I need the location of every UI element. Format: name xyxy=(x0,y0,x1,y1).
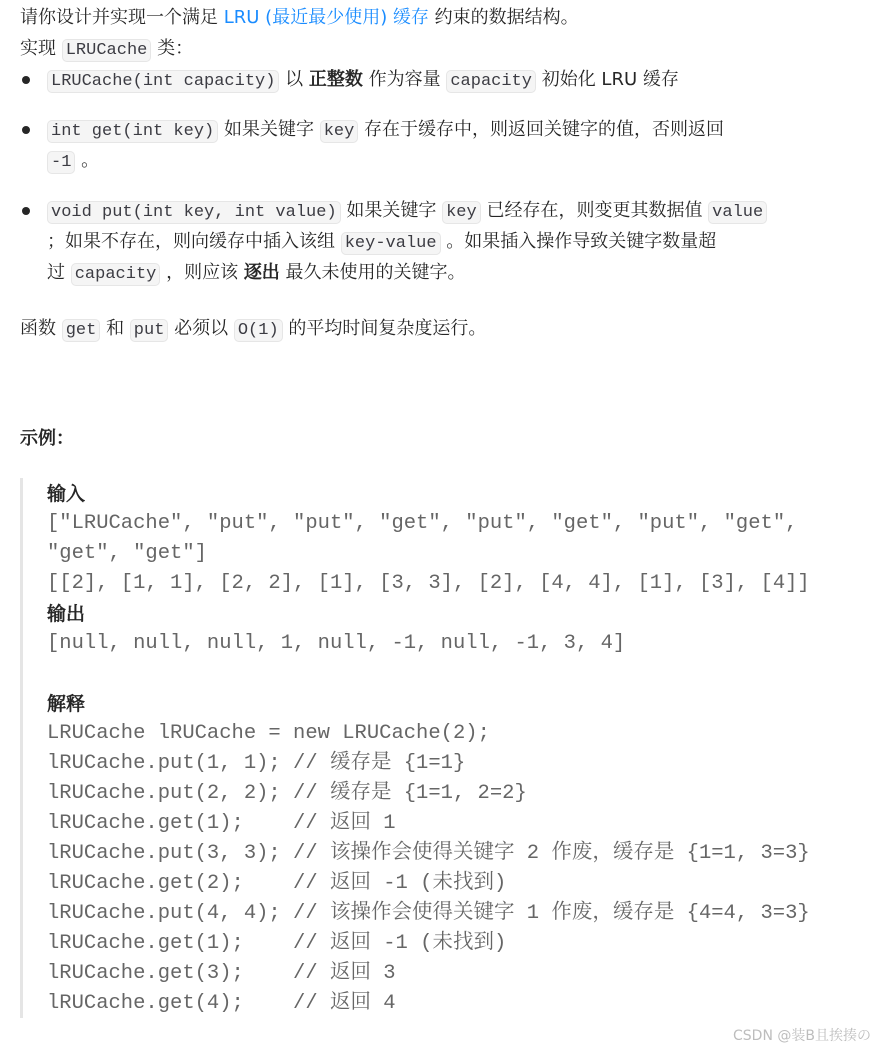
text: 。如果插入操作导致关键字数量超 xyxy=(440,231,717,252)
inline-code: int get(int key) xyxy=(47,120,218,143)
text: 如果关键字 xyxy=(218,119,320,140)
text: 和 xyxy=(100,318,130,339)
input-label: 输入 xyxy=(47,483,86,505)
inline-code: key xyxy=(320,120,359,143)
bullet-put xyxy=(47,196,767,228)
text: 以 xyxy=(279,69,309,90)
explain-line: lRUCache.get(1); // 返回 -1 (未找到) xyxy=(47,932,507,955)
input-line: "get", "get"] xyxy=(47,542,207,565)
inline-code: O(1) xyxy=(234,319,283,342)
text: 初始化 LRU 缓存 xyxy=(535,69,679,90)
text: 。 xyxy=(75,150,100,171)
bold-text: 正整数 xyxy=(308,69,363,90)
text: 已经存在，则变更其数据值 xyxy=(480,200,709,221)
text: 请你设计并实现一个满足 xyxy=(20,7,224,28)
text: 必须以 xyxy=(168,318,234,339)
inline-code: capacity xyxy=(446,70,536,93)
output-label: 输出 xyxy=(47,603,86,625)
text: 约束的数据结构。 xyxy=(428,7,579,28)
text: 过 xyxy=(47,262,71,283)
impl-line xyxy=(20,34,193,66)
bullet-get xyxy=(47,115,724,147)
explain-line: lRUCache.put(2, 2); // 缓存是 {1=1, 2=2} xyxy=(47,782,527,805)
text: 作为容量 xyxy=(362,69,447,90)
watermark: CSDN @装B且挨揍の xyxy=(733,1028,871,1044)
bullet-icon xyxy=(22,126,30,134)
bold-text: 逐出 xyxy=(243,262,280,283)
input-line: [[2], [1, 1], [2, 2], [1], [3, 3], [2], [4, 4], [1], [3], [4]] xyxy=(47,572,810,595)
bullet-put-cont xyxy=(47,227,716,259)
explain-line: lRUCache.put(3, 3); // 该操作会使得关键字 2 作废，缓存是 {1=1, 3=3} xyxy=(47,842,810,865)
lru-link[interactable]: LRU (最近最少使用) 缓存 xyxy=(223,7,429,28)
explain-line: LRUCache lRUCache = new LRUCache(2); xyxy=(47,722,490,745)
inline-code: capacity xyxy=(71,263,161,286)
input-line: ["LRUCache", "put", "put", "get", "put", "get", "put", "get", xyxy=(47,512,798,535)
text: 最久未使用的关键字。 xyxy=(279,262,466,283)
bullet-icon xyxy=(22,207,30,215)
requirement-line xyxy=(20,314,486,346)
inline-code: key-value xyxy=(341,232,441,255)
text: 类： xyxy=(151,38,194,59)
text: ；如果不存在，则向缓存中插入该组 xyxy=(47,231,341,252)
explain-line: lRUCache.put(1, 1); // 缓存是 {1=1} xyxy=(47,752,466,775)
intro-line xyxy=(20,3,579,33)
explain-label: 解释 xyxy=(47,693,86,715)
bullet-constructor xyxy=(47,65,679,97)
text: 的平均时间复杂度运行。 xyxy=(282,318,487,339)
inline-code: LRUCache(int capacity) xyxy=(47,70,279,93)
text: 存在于缓存中，则返回关键字的值，否则返回 xyxy=(358,119,725,140)
inline-code: void put(int key, int value) xyxy=(47,201,341,224)
example-title: 示例： xyxy=(20,428,74,449)
inline-code: -1 xyxy=(47,151,75,174)
output-line: [null, null, null, 1, null, -1, null, -1, 3, 4] xyxy=(47,632,626,655)
explain-line: lRUCache.get(2); // 返回 -1 (未找到) xyxy=(47,872,507,895)
bullet-put-cont2 xyxy=(47,258,466,290)
bullet-get-cont xyxy=(47,146,99,178)
explain-line: lRUCache.put(4, 4); // 该操作会使得关键字 1 作废，缓存是 {4=4, 3=3} xyxy=(47,902,810,925)
text: 函数 xyxy=(20,318,62,339)
inline-code: get xyxy=(62,319,101,342)
inline-code: value xyxy=(708,201,767,224)
bullet-icon xyxy=(22,76,30,84)
text: ，则应该 xyxy=(160,262,244,283)
explain-line: lRUCache.get(4); // 返回 4 xyxy=(47,992,396,1015)
blockquote-border xyxy=(20,478,23,1018)
explain-line: lRUCache.get(1); // 返回 1 xyxy=(47,812,396,835)
text: 如果关键字 xyxy=(340,200,443,221)
inline-code: LRUCache xyxy=(62,39,152,62)
inline-code: key xyxy=(442,201,481,224)
explain-line: lRUCache.get(3); // 返回 3 xyxy=(47,962,396,985)
inline-code: put xyxy=(130,319,169,342)
text: 实现 xyxy=(20,38,62,59)
